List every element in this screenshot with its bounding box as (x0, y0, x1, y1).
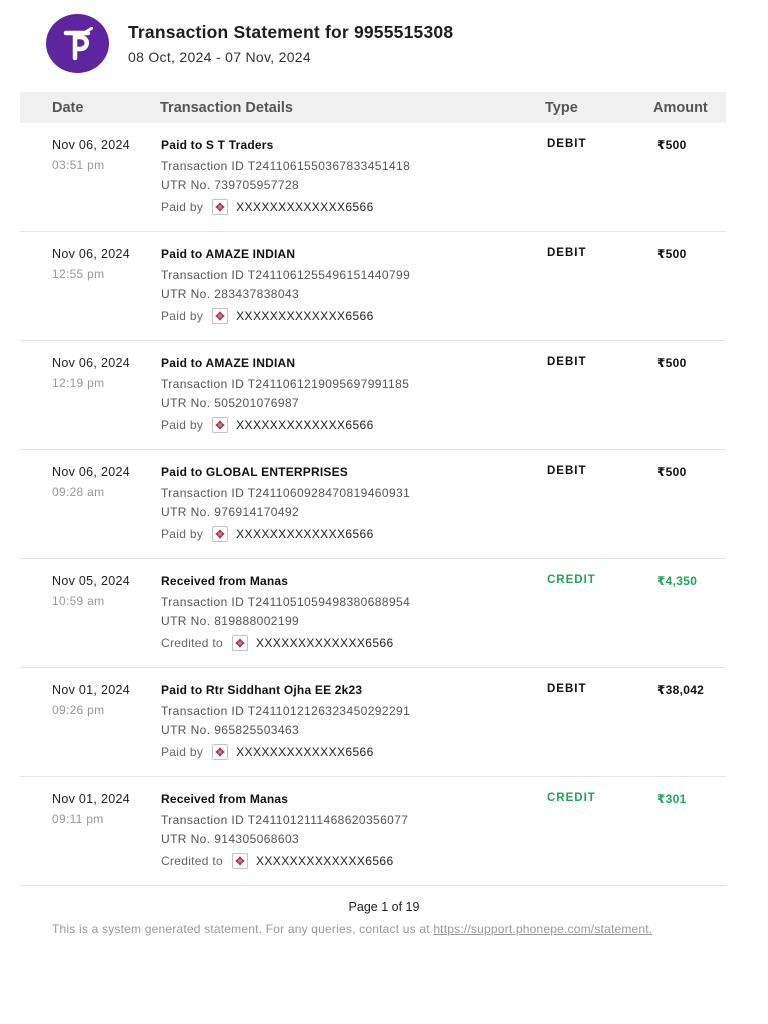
txn-type: DEBIT (547, 683, 587, 695)
support-link[interactable]: https://support.phonepe.com/statement. (433, 922, 653, 936)
txn-account (161, 308, 374, 324)
txn-account-number: XXXXXXXXXXXXX6566 (236, 745, 374, 759)
txn-utr: UTR No. 283437838043 (161, 287, 300, 301)
bank-icon (232, 635, 248, 651)
txn-account-label: Credited to (161, 636, 223, 650)
txn-account-number: XXXXXXXXXXXXX6566 (236, 309, 374, 323)
txn-account-label: Paid by (161, 200, 204, 214)
txn-date: Nov 06, 2024 (52, 247, 130, 261)
page-indicator: Page 1 of 19 (348, 900, 420, 914)
table-row (20, 450, 726, 559)
txn-id: Transaction ID T2411060928470819460931 (161, 486, 411, 500)
txn-account-number: XXXXXXXXXXXXX6566 (236, 527, 374, 541)
txn-date: Nov 01, 2024 (52, 792, 130, 806)
txn-account (161, 635, 394, 651)
txn-date: Nov 01, 2024 (52, 683, 130, 697)
txn-type: DEBIT (547, 465, 587, 477)
txn-time: 10:59 am (52, 594, 105, 608)
txn-title: Paid to S T Traders (161, 138, 274, 152)
table-row (20, 777, 726, 886)
txn-time: 09:26 pm (52, 703, 105, 717)
txn-amount: ₹500 (657, 356, 687, 370)
txn-amount: ₹500 (657, 465, 687, 479)
txn-account (161, 417, 374, 433)
bank-icon (212, 199, 228, 215)
txn-date: Nov 06, 2024 (52, 465, 130, 479)
statement-date-range: 08 Oct, 2024 - 07 Nov, 2024 (128, 49, 311, 65)
txn-account-label: Paid by (161, 745, 204, 759)
bank-icon (232, 853, 248, 869)
txn-id: Transaction ID T2411061219095697991185 (161, 377, 410, 391)
txn-account-number: XXXXXXXXXXXXX6566 (256, 854, 394, 868)
bank-icon (212, 526, 228, 542)
phonepe-logo-icon (46, 14, 109, 73)
txn-time: 09:11 pm (52, 812, 104, 826)
txn-time: 09:28 am (52, 485, 105, 499)
txn-id: Transaction ID T2411051059498380688954 (161, 595, 411, 609)
txn-title: Paid to GLOBAL ENTERPRISES (161, 465, 348, 479)
txn-account-number: XXXXXXXXXXXXX6566 (236, 200, 374, 214)
txn-account-label: Paid by (161, 309, 204, 323)
txn-time: 03:51 pm (52, 158, 105, 172)
txn-date: Nov 06, 2024 (52, 138, 130, 152)
bank-icon (212, 744, 228, 760)
txn-time: 12:55 pm (52, 267, 105, 281)
txn-id: Transaction ID T2411012111468620356077 (161, 813, 409, 827)
table-row (20, 668, 726, 777)
txn-account (161, 199, 374, 215)
txn-title: Received from Manas (161, 792, 289, 806)
txn-date: Nov 06, 2024 (52, 356, 130, 370)
bank-icon (212, 308, 228, 324)
txn-amount: ₹500 (657, 138, 687, 152)
txn-type: DEBIT (547, 247, 587, 259)
txn-id: Transaction ID T2411061255496151440799 (161, 268, 411, 282)
column-type: Type (545, 100, 578, 116)
txn-date: Nov 05, 2024 (52, 574, 130, 588)
txn-account (161, 526, 374, 542)
txn-utr: UTR No. 914305068603 (161, 832, 300, 846)
txn-account (161, 744, 374, 760)
txn-title: Paid to AMAZE INDIAN (161, 356, 296, 370)
table-header (20, 92, 726, 123)
txn-account-number: XXXXXXXXXXXXX6566 (236, 418, 374, 432)
txn-utr: UTR No. 976914170492 (161, 505, 300, 519)
txn-amount: ₹500 (657, 247, 687, 261)
txn-id: Transaction ID T2411012126323450292291 (161, 704, 411, 718)
table-row (20, 123, 726, 232)
statement-title: Transaction Statement for 9955515308 (128, 22, 454, 42)
footer-note-text: This is a system generated statement. For any queries, contact us at (52, 922, 434, 936)
txn-account-label: Paid by (161, 527, 204, 541)
table-row (20, 232, 726, 341)
txn-title: Paid to Rtr Siddhant Ojha EE 2k23 (161, 683, 363, 697)
table-row (20, 559, 726, 668)
bank-icon (212, 417, 228, 433)
txn-id: Transaction ID T2411061550367833451418 (161, 159, 411, 173)
txn-account-label: Paid by (161, 418, 204, 432)
txn-account-number: XXXXXXXXXXXXX6566 (256, 636, 394, 650)
footer-note (52, 922, 652, 936)
txn-utr: UTR No. 819888002199 (161, 614, 300, 628)
txn-type: CREDIT (547, 574, 596, 586)
txn-title: Paid to AMAZE INDIAN (161, 247, 296, 261)
txn-account-label: Credited to (161, 854, 223, 868)
txn-type: CREDIT (547, 792, 596, 804)
statement-header (46, 14, 453, 73)
txn-amount: ₹4,350 (657, 574, 698, 588)
txn-utr: UTR No. 505201076987 (161, 396, 300, 410)
txn-account (161, 853, 394, 869)
txn-utr: UTR No. 739705957728 (161, 178, 300, 192)
table-row (20, 341, 726, 450)
txn-time: 12:19 pm (52, 376, 105, 390)
column-amount: Amount (653, 100, 708, 116)
txn-title: Received from Manas (161, 574, 289, 588)
txn-utr: UTR No. 965825503463 (161, 723, 300, 737)
column-date: Date (52, 100, 84, 116)
column-details: Transaction Details (160, 100, 293, 116)
txn-type: DEBIT (547, 138, 587, 150)
txn-type: DEBIT (547, 356, 587, 368)
txn-amount: ₹38,042 (657, 683, 705, 697)
txn-amount: ₹301 (657, 792, 687, 806)
transaction-list (20, 123, 726, 886)
